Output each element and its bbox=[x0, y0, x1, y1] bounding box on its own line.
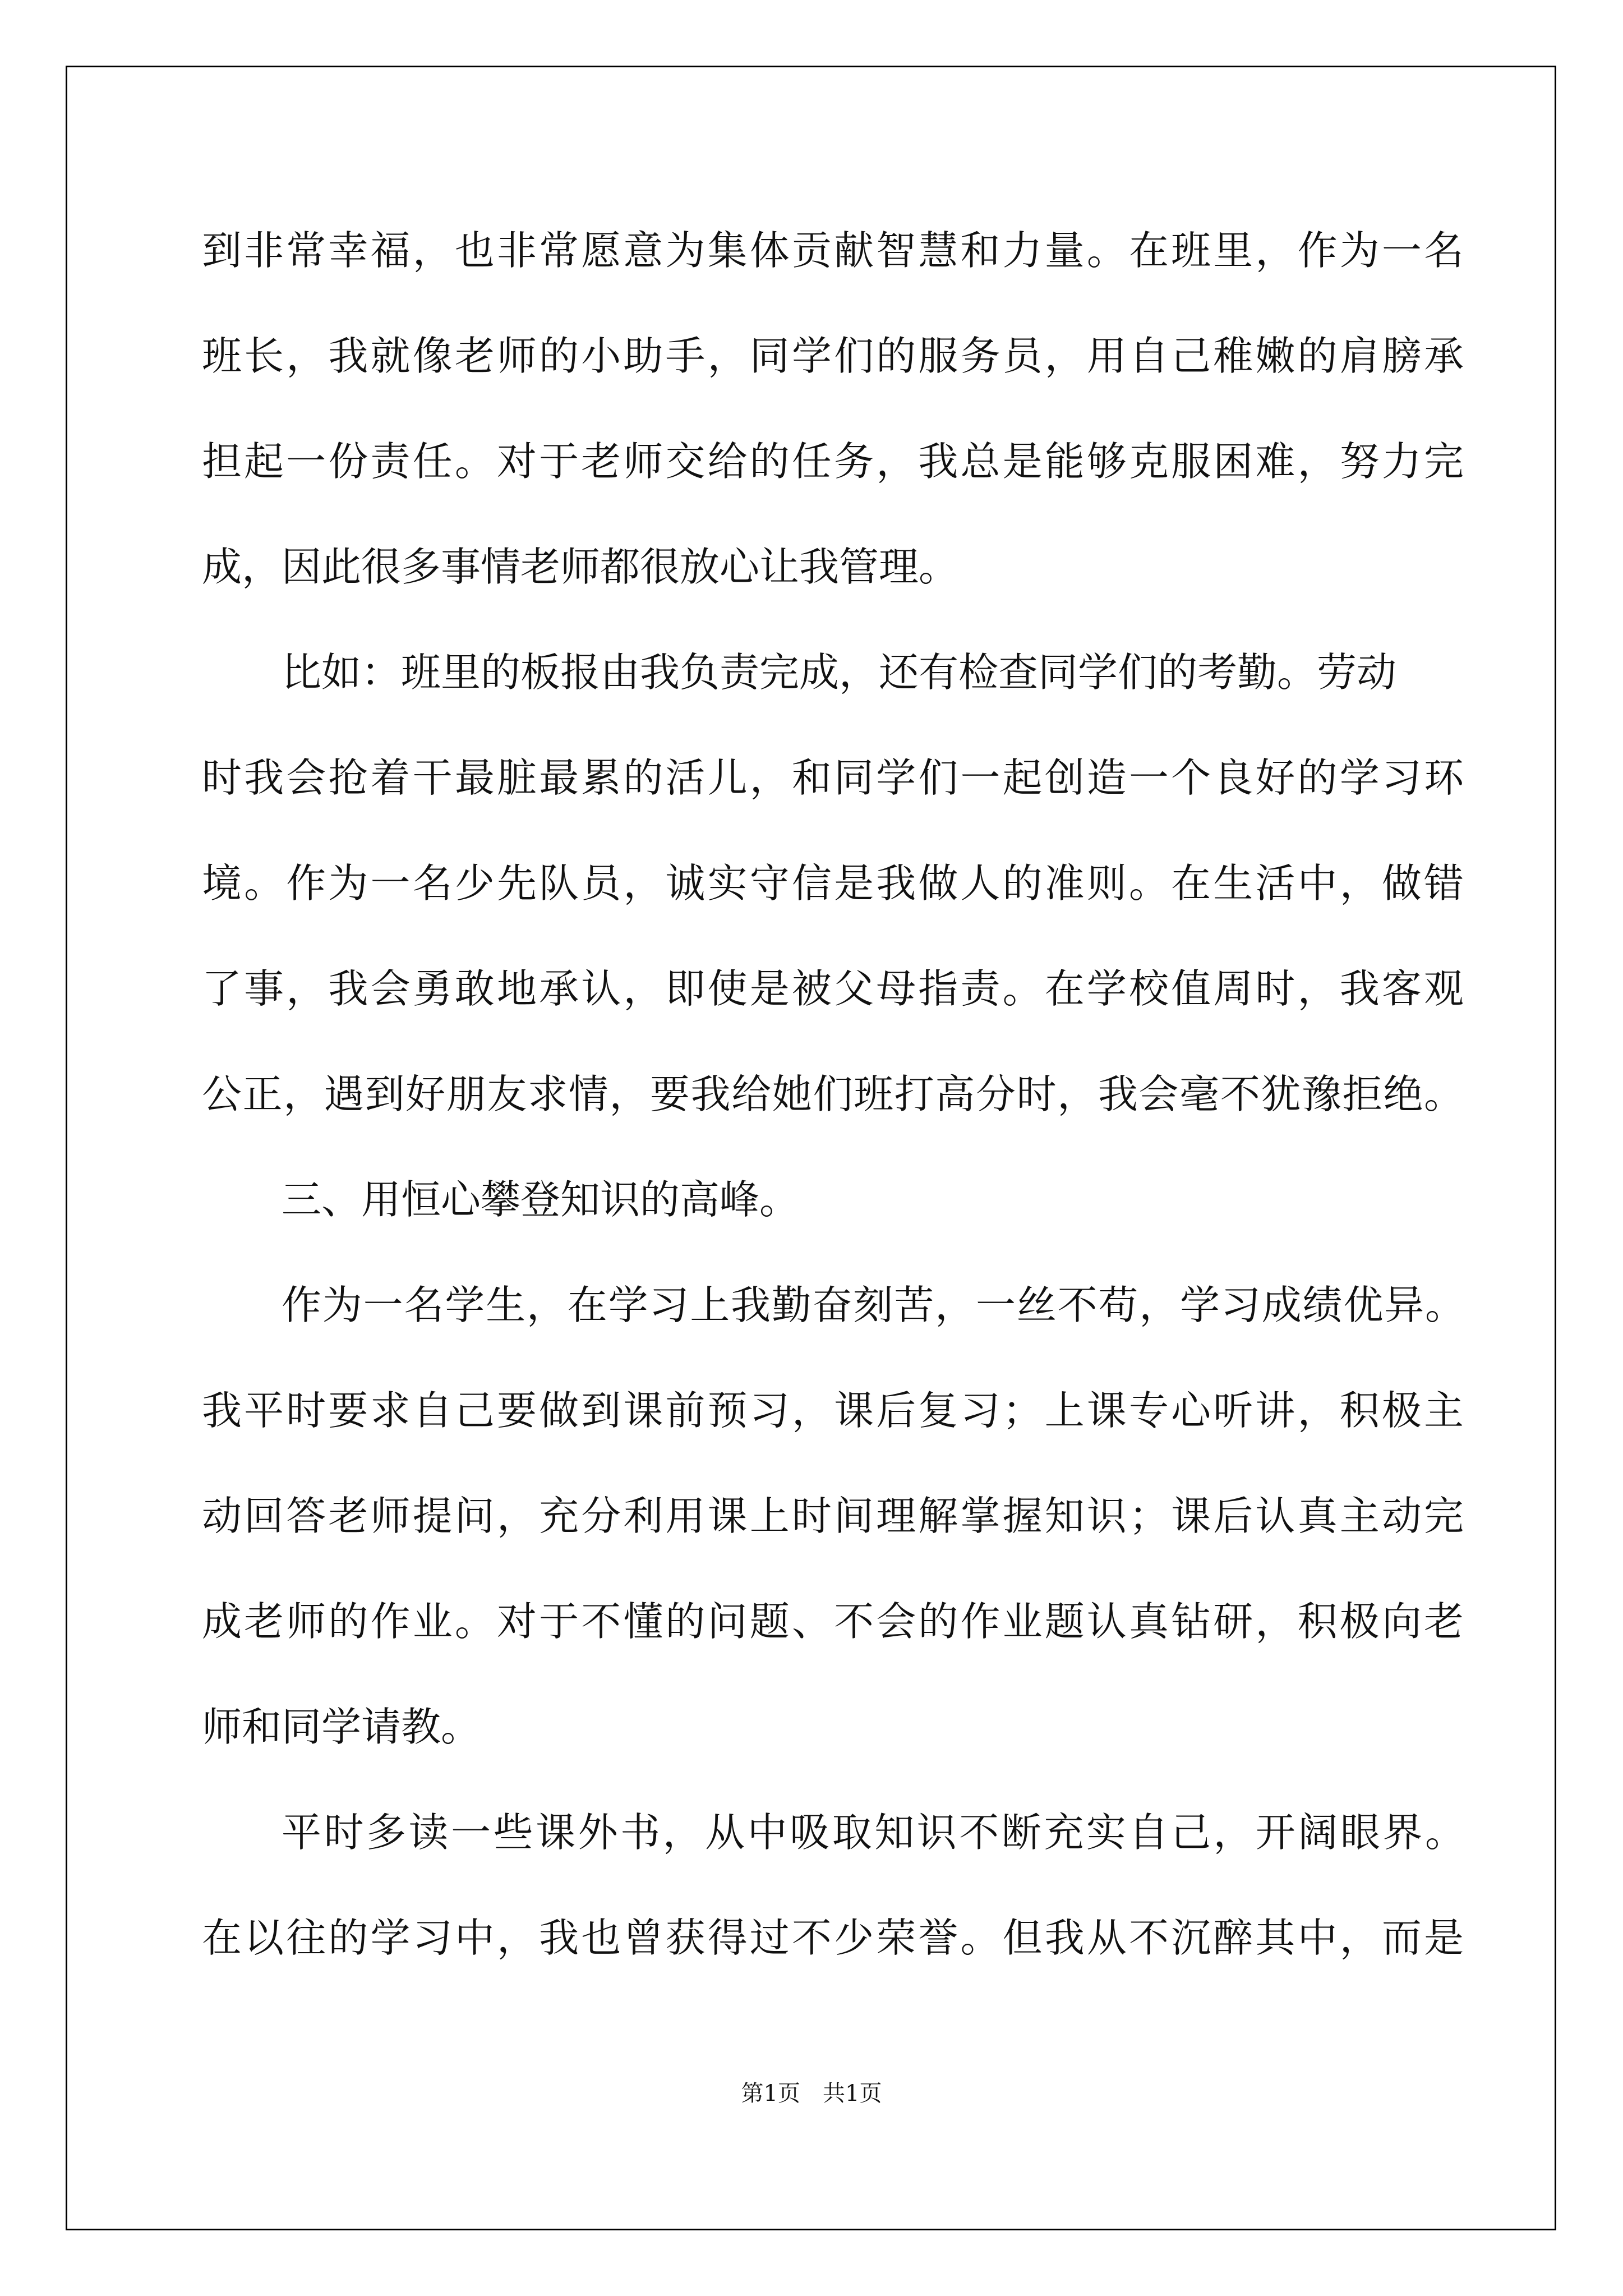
body-line-4: 成，因此很多事情老师都很放心让我管理。 bbox=[202, 544, 959, 590]
body-line-2: 班长，我就像老师的小助手，同学们的服务员，用自己稚嫩的肩膀承 bbox=[202, 333, 1464, 379]
body-line-9: 公正，遇到好朋友求情，要我给她们班打高分时，我会毫不犹豫拒绝。 bbox=[202, 1071, 1464, 1117]
body-line-7: 境。作为一名少先队员，诚实守信是我做人的准则。在生活中，做错 bbox=[202, 860, 1464, 907]
section-heading: 三、用恒心攀登知识的高峰。 bbox=[282, 1176, 800, 1223]
body-line-6: 时我会抢着干最脏最累的活儿，和同学们一起创造一个良好的学习环 bbox=[202, 754, 1464, 801]
body-line-5: 比如：班里的板报由我负责完成，还有检查同学们的考勤。劳动 bbox=[282, 649, 1397, 696]
body-line-11: 作为一名学生，在学习上我勤奋刻苦，一丝不苟，学习成绩优异。 bbox=[282, 1282, 1465, 1328]
page-footer: 第1页 共1页 bbox=[741, 2081, 882, 2106]
body-line-16: 平时多读一些课外书，从中吸取知识不断充实自己，开阔眼界。 bbox=[282, 1809, 1465, 1856]
body-line-8: 了事，我会勇敢地承认，即使是被父母指责。在学校值周时，我客观 bbox=[202, 965, 1464, 1012]
body-line-14: 成老师的作业。对于不懂的问题、不会的作业题认真钻研，积极向老 bbox=[202, 1598, 1464, 1645]
body-line-13: 动回答老师提问，充分利用课上时间理解掌握知识；课后认真主动完 bbox=[202, 1493, 1464, 1539]
body-line-3: 担起一份责任。对于老师交给的任务，我总是能够克服困难，努力完 bbox=[202, 438, 1464, 485]
body-line-1: 到非常幸福，也非常愿意为集体贡献智慧和力量。在班里，作为一名 bbox=[202, 227, 1464, 274]
body-line-17: 在以往的学习中，我也曾获得过不少荣誉。但我从不沉醉其中，而是 bbox=[202, 1915, 1464, 1961]
body-line-12: 我平时要求自己要做到课前预习，课后复习；上课专心听讲，积极主 bbox=[202, 1387, 1464, 1434]
body-line-15: 师和同学请教。 bbox=[202, 1704, 481, 1750]
